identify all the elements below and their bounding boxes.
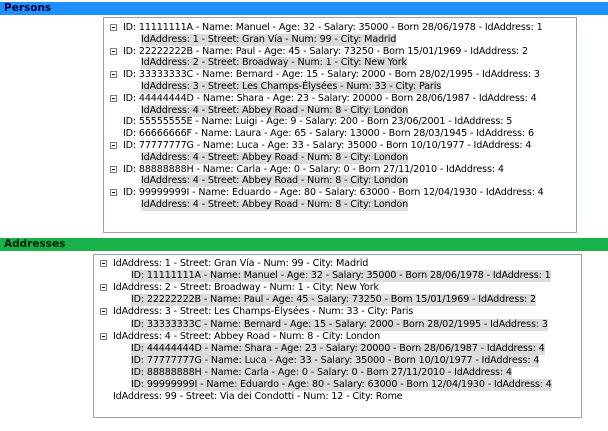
addresses-tree[interactable]	[93, 254, 582, 418]
collapse-toggle-icon[interactable]	[100, 333, 107, 340]
collapse-toggle-icon[interactable]	[110, 24, 117, 31]
collapse-toggle-icon[interactable]	[110, 166, 117, 173]
person-node[interactable]: ID: 44444444D - Name: Shara - Age: 23 - Salary: 20000 - Born 28/06/1987 - IdAddress: 4	[123, 92, 537, 104]
person-child-node[interactable]: ID: 44444444D - Name: Shara - Age: 23 - Salary: 20000 - Born 28/06/1987 - IdAddress: 4	[131, 342, 545, 354]
person-child-node[interactable]: ID: 99999999I - Name: Eduardo - Age: 80 - Salary: 63000 - Born 12/04/1930 - IdAddress: 4	[131, 379, 552, 390]
collapse-toggle-icon[interactable]	[100, 284, 107, 291]
collapse-toggle-icon[interactable]	[110, 48, 117, 55]
addresses-section-header: Addresses	[0, 238, 608, 251]
collapse-toggle-icon[interactable]	[100, 260, 107, 267]
person-node[interactable]: ID: 99999999I - Name: Eduardo - Age: 80 - Salary: 63000 - Born 12/04/1930 - IdAddress: 4	[123, 187, 544, 199]
person-child-node[interactable]: ID: 77777777G - Name: Luca - Age: 33 - Salary: 35000 - Born 10/10/1977 - IdAddress: 4	[131, 354, 540, 366]
person-child-node[interactable]: ID: 88888888H - Name: Carla - Age: 0 - Salary: 0 - Born 27/11/2010 - IdAddress: 4	[131, 366, 512, 378]
person-node[interactable]: ID: 77777777G - Name: Luca - Age: 33 - Salary: 35000 - Born 10/10/1977 - IdAddress: 4	[123, 140, 532, 151]
address-child-node[interactable]: IdAddress: 4 - Street: Abbey Road - Num: 8 - City: London	[141, 199, 409, 210]
person-child-node[interactable]: ID: 22222222B - Name: Paul - Age: 45 - Salary: 73250 - Born 15/01/1969 - IdAddress: 2	[131, 294, 536, 306]
person-child-node[interactable]: ID: 11111111A - Name: Manuel - Age: 32 - Salary: 35000 - Born 28/06/1978 - IdAddress: 1	[131, 270, 551, 282]
address-node[interactable]: IdAddress: 99 - Street: Via dei Condotti - Num: 12 - City: Rome	[113, 391, 403, 403]
persons-section-header: Persons	[0, 2, 608, 15]
person-node[interactable]: ID: 88888888H - Name: Carla - Age: 0 - Salary: 0 - Born 27/11/2010 - IdAddress: 4	[123, 163, 504, 175]
address-node[interactable]: IdAddress: 3 - Street: Les Champs-Élysées - Num: 33 - City: Paris	[113, 306, 414, 318]
person-node[interactable]: ID: 66666666F - Name: Laura - Age: 65 - Salary: 13000 - Born 28/03/1945 - IdAddress: 6	[123, 128, 534, 140]
person-child-node[interactable]: ID: 33333333C - Name: Bernard - Age: 15 - Salary: 2000 - Born 28/02/1995 - IdAddress: 3	[131, 318, 548, 330]
address-node[interactable]: IdAddress: 2 - Street: Broadway - Num: 1 - City: New York	[113, 282, 379, 294]
address-child-node[interactable]: IdAddress: 4 - Street: Abbey Road - Num: 8 - City: London	[141, 151, 409, 163]
person-node[interactable]: ID: 11111111A - Name: Manuel - Age: 32 - Salary: 35000 - Born 28/06/1978 - IdAddress: 1	[123, 22, 543, 33]
address-node[interactable]: IdAddress: 4 - Street: Abbey Road - Num: 8 - City: London	[113, 330, 381, 342]
collapse-toggle-icon[interactable]	[110, 95, 117, 102]
collapse-toggle-icon[interactable]	[100, 308, 107, 315]
address-child-node[interactable]: IdAddress: 1 - Street: Gran Vía - Num: 99 - City: Madrid	[141, 33, 397, 45]
address-child-node[interactable]: IdAddress: 3 - Street: Les Champs-Élysées - Num: 33 - City: Paris	[141, 81, 442, 92]
collapse-toggle-icon[interactable]	[110, 189, 117, 196]
person-node[interactable]: ID: 55555555E - Name: Luigi - Age: 9 - Salary: 200 - Born 23/06/2001 - IdAddress: 5	[123, 116, 513, 128]
address-child-node[interactable]: IdAddress: 2 - Street: Broadway - Num: 1 - City: New York	[141, 57, 407, 69]
address-child-node[interactable]: IdAddress: 4 - Street: Abbey Road - Num: 8 - City: London	[141, 175, 409, 187]
persons-tree[interactable]	[103, 17, 577, 233]
person-node[interactable]: ID: 33333333C - Name: Bernard - Age: 15 - Salary: 2000 - Born 28/02/1995 - IdAddress: 3	[123, 69, 540, 81]
collapse-toggle-icon[interactable]	[110, 142, 117, 149]
address-child-node[interactable]: IdAddress: 4 - Street: Abbey Road - Num: 8 - City: London	[141, 104, 409, 116]
person-node[interactable]: ID: 22222222B - Name: Paul - Age: 45 - Salary: 73250 - Born 15/01/1969 - IdAddress: 2	[123, 45, 528, 57]
address-node[interactable]: IdAddress: 1 - Street: Gran Vía - Num: 99 - City: Madrid	[113, 258, 369, 269]
collapse-toggle-icon[interactable]	[110, 71, 117, 78]
